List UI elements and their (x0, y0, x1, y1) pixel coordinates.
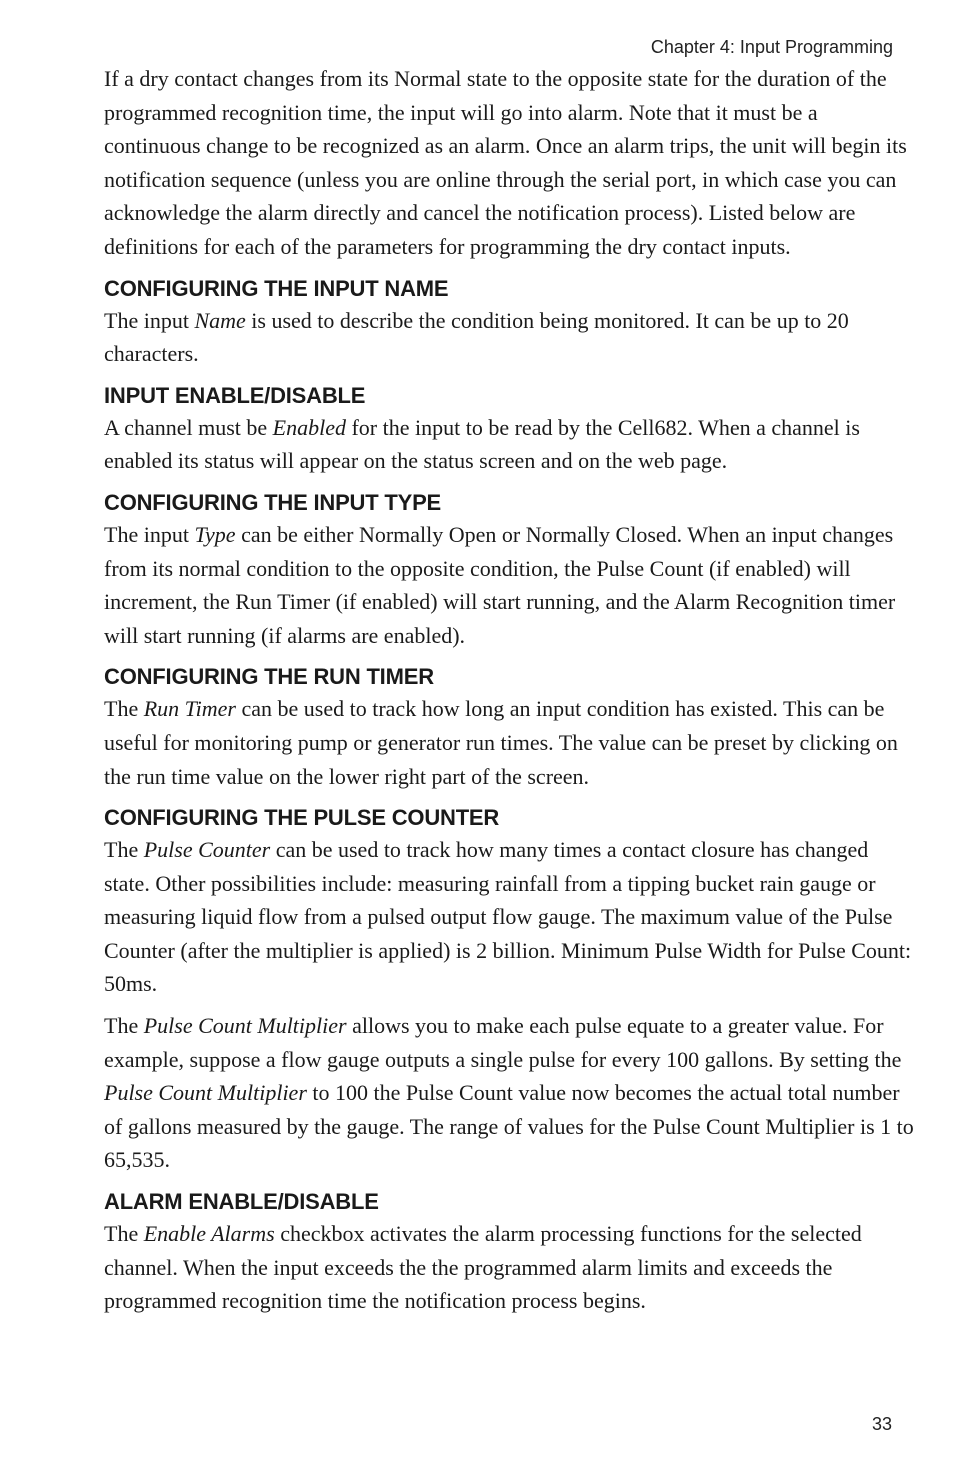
text-run: A channel must be (104, 414, 273, 440)
page-body (104, 62, 914, 1326)
section-heading-alarm-enable: ALARM ENABLE/DISABLE (104, 1189, 379, 1215)
chapter-header: Chapter 4: Input Programming (650, 37, 893, 57)
text-run: The (104, 696, 144, 722)
emphasis-term: Pulse Count Multiplier (104, 1080, 307, 1106)
text-run: to 100 the Pulse Count value now becomes the actual total number of gallons measured by the gauge. The range of values for the Pulse Count Multiplier is 1 to 65,535. (104, 1080, 914, 1173)
intro-paragraph: If a dry contact changes from its Normal state to the opposite state for the duration of the programmed recognition time, the input will go into alarm. Note that it must be a continuous change to be recognized as an alarm. Once an alarm trips, the unit will begin its notification sequence (unless you are online through the serial port, in which case you can acknowledge the alarm directly and cancel the notification process). Listed below are definitions for each of the parameters for programming the dry contact inputs. (104, 66, 907, 259)
text-run: can be used to track how long an input condition has existed. This can be useful for monitoring pump or generator run times. The value can be preset by clicking on the run time value on the lower right part of the screen. (104, 696, 898, 789)
section-heading-input-name: CONFIGURING THE INPUT NAME (104, 275, 449, 301)
input-enable-paragraph (104, 411, 914, 478)
text-run: checkbox activates the alarm processing functions for the selected channel. When the input exceeds the the programmed alarm limits and exceeds the programmed recognition time the notification process begins. (104, 1221, 862, 1314)
emphasis-term: Pulse Counter (143, 837, 271, 863)
input-type-paragraph (104, 518, 914, 652)
text-run: The input (104, 521, 195, 547)
section-heading-input-enable: INPUT ENABLE/DISABLE (104, 382, 366, 408)
emphasis-term: Enable Alarms (143, 1221, 275, 1247)
alarm-enable-paragraph (104, 1217, 914, 1318)
text-run: for the input to be read by the Cell682. When a channel is enabled its status will appear on the status screen and on the web page. (104, 414, 860, 474)
emphasis-term: Enabled (272, 414, 346, 440)
section-heading-input-type: CONFIGURING THE INPUT TYPE (104, 489, 442, 515)
text-run: The (104, 837, 144, 863)
emphasis-term: Type (194, 521, 236, 547)
run-timer-paragraph (104, 692, 914, 793)
text-run: The (104, 1221, 144, 1247)
section-heading-pulse-counter: CONFIGURING THE PULSE COUNTER (104, 805, 500, 831)
emphasis-term: Run Timer (143, 696, 236, 722)
emphasis-term: Pulse Count Multiplier (143, 1013, 347, 1039)
pulse-counter-paragraph (104, 833, 914, 1001)
pulse-multiplier-paragraph (104, 1009, 914, 1177)
page-number: 33 (871, 1414, 892, 1434)
text-run: can be used to track how many times a contact closure has changed state. Other possibilities include: measuring rainfall from a tipping bucket rain gauge or measuring liquid flow from a pulsed output flow gauge. The maximum value of the Pulse Counter (after the multiplier is applied) is 2 billion. Minimum Pulse Width for Pulse Count: 50ms. (104, 837, 912, 997)
text-run: The input (104, 307, 195, 333)
text-run: The (104, 1013, 144, 1039)
text-run: can be either Normally Open or Normally Closed. When an input changes from its normal condition to the opposite condition, the Pulse Count (if enabled) will increment, the Run Timer (if enabled) will start running, and the Alarm Recognition timer will start running (if alarms are enabled). (104, 521, 896, 648)
input-name-paragraph (104, 304, 914, 371)
text-run: is used to describe the condition being monitored. It can be up to 20 characters. (104, 307, 849, 367)
text-run: allows you to make each pulse equate to a greater value. For example, suppose a flow gauge outputs a single pulse for every 100 gallons. By setting the (104, 1013, 902, 1072)
section-heading-run-timer: CONFIGURING THE RUN TIMER (104, 664, 434, 690)
emphasis-term: Name (194, 307, 246, 333)
